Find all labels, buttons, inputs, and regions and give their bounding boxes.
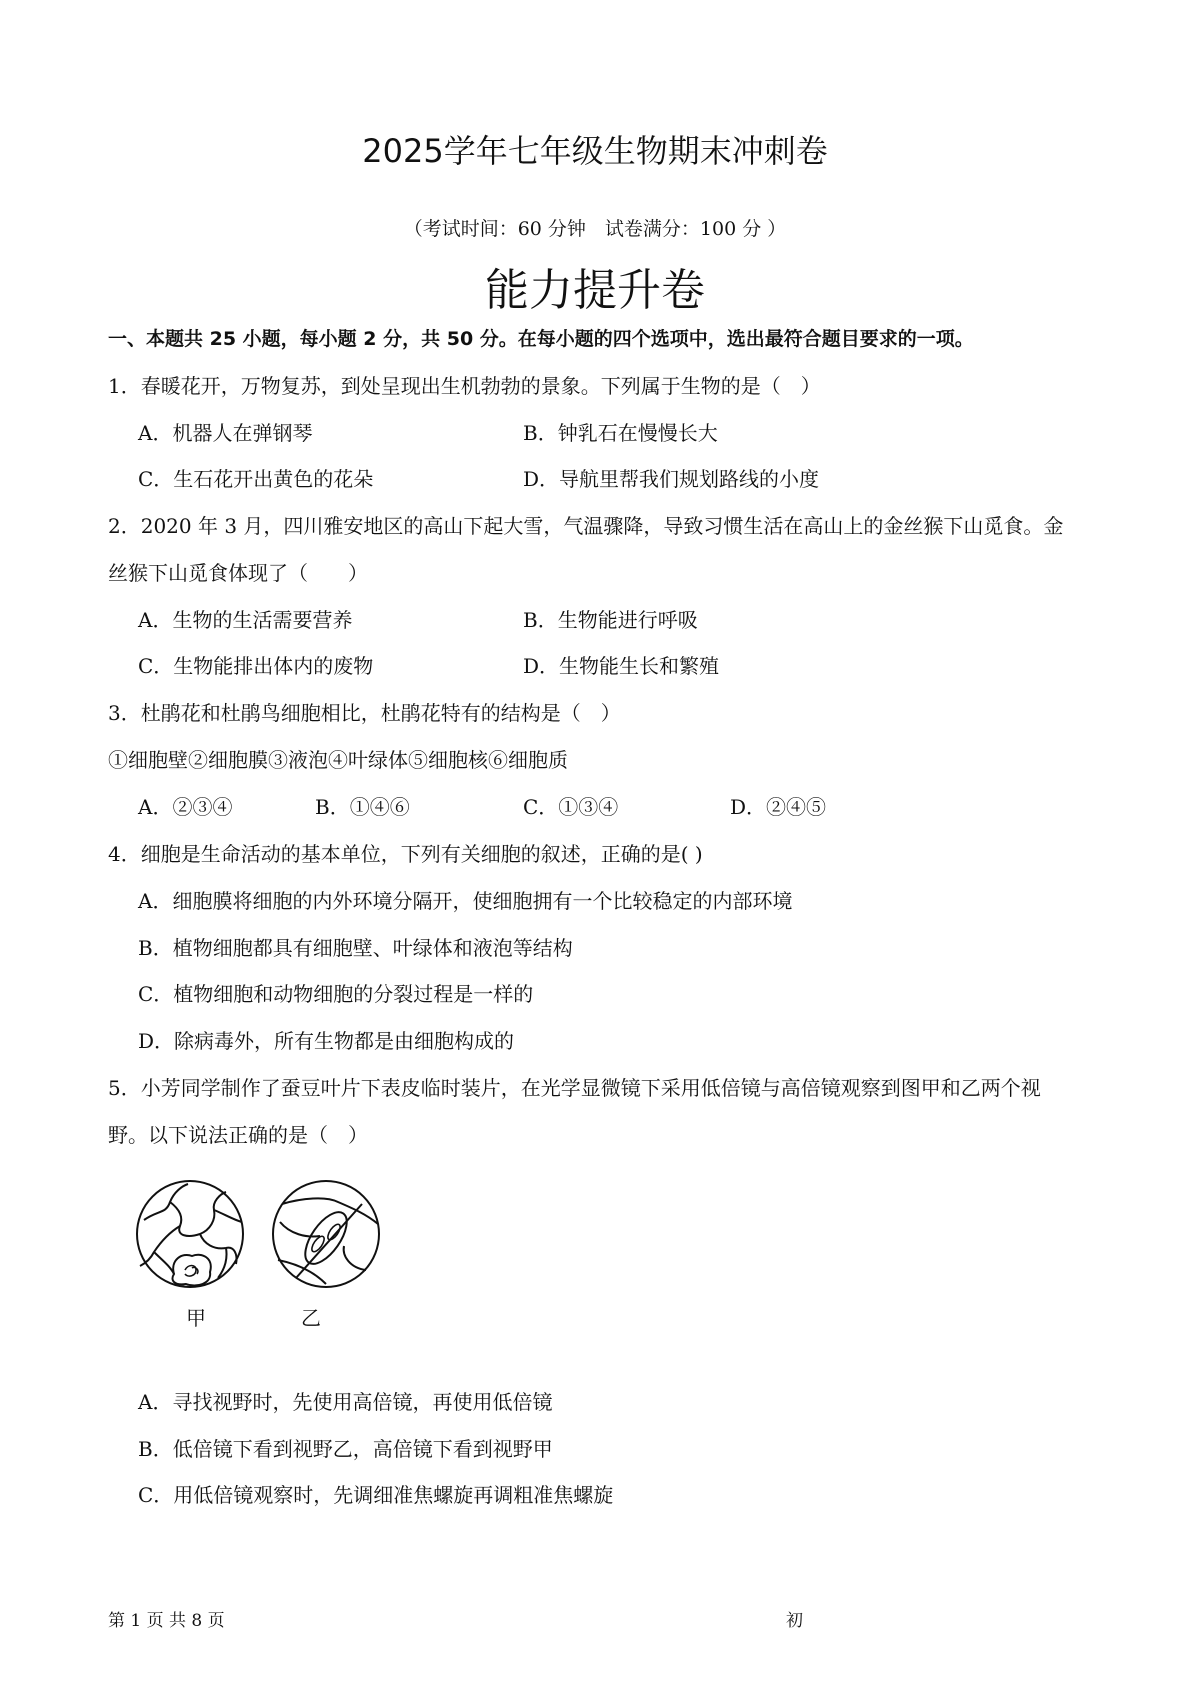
figure-label-yi: 乙 [301, 1306, 321, 1330]
view-jia-diagram [137, 1181, 243, 1287]
question-2-stem-line2: 丝猴下山觅食体现了（ ） [108, 561, 368, 585]
question-2-stem-line1: 2．2020 年 3 月，四川雅安地区的高山下起大雪，气温骤降，导致习惯生活在高山上的金丝猴下山觅食。金 [108, 514, 1064, 538]
question-4-option-a: A．细胞膜将细胞的内外环境分隔开，使细胞拥有一个比较稳定的内部环境 [138, 889, 793, 913]
question-3-stem: 3．杜鹃花和杜鹃鸟细胞相比，杜鹃花特有的结构是（ ） [108, 701, 621, 725]
question-4-stem: 4．细胞是生命活动的基本单位，下列有关细胞的叙述，正确的是( ) [108, 842, 703, 866]
section-instruction: 一、本题共 25 小题，每小题 2 分，共 50 分。在每小题的四个选项中，选出最符合题目要求的一项。 [108, 328, 974, 350]
question-4-option-b: B．植物细胞都具有细胞壁、叶绿体和液泡等结构 [138, 936, 573, 960]
question-1-option-d: D．导航里帮我们规划路线的小度 [523, 467, 820, 491]
question-3-option-b: B．①④⑥ [315, 795, 410, 819]
question-3-structure-list: ①细胞壁②细胞膜③液泡④叶绿体⑤细胞核⑥细胞质 [108, 748, 568, 772]
question-1-option-b: B．钟乳石在慢慢长大 [523, 421, 718, 445]
question-3-option-a: A．②③④ [138, 795, 233, 819]
page-number: 第 1 页 共 8 页 [108, 1611, 225, 1631]
question-5-stem-line2: 野。以下说法正确的是（ ） [108, 1123, 368, 1147]
microscope-view-figure [130, 1180, 400, 1330]
exam-subtitle: 能力提升卷 [485, 265, 705, 316]
question-2-option-b: B．生物能进行呼吸 [523, 608, 698, 632]
question-1-stem: 1．春暖花开，万物复苏，到处呈现出生机勃勃的景象。下列属于生物的是（ ） [108, 374, 821, 398]
figure-label-jia: 甲 [186, 1306, 206, 1330]
question-1-option-c: C．生石花开出黄色的花朵 [138, 467, 374, 491]
exam-meta: （考试时间：60 分钟 试卷满分：100 分 ） [403, 218, 787, 240]
footer-mark: 初 [786, 1611, 803, 1631]
question-3-option-d: D．②④⑤ [730, 795, 827, 819]
question-2-option-c: C．生物能排出体内的废物 [138, 654, 374, 678]
question-4-option-c: C．植物细胞和动物细胞的分裂过程是一样的 [138, 982, 534, 1006]
question-3-option-c: C．①③④ [523, 795, 619, 819]
view-yi-diagram [273, 1181, 379, 1287]
exam-title: 2025学年七年级生物期末冲刺卷 [362, 132, 828, 170]
question-1-option-a: A．机器人在弹钢琴 [138, 421, 313, 445]
question-5-option-a: A．寻找视野时，先使用高倍镜，再使用低倍镜 [138, 1390, 553, 1414]
question-2-option-d: D．生物能生长和繁殖 [523, 654, 720, 678]
question-2-option-a: A．生物的生活需要营养 [138, 608, 353, 632]
question-5-stem-line1: 5．小芳同学制作了蚕豆叶片下表皮临时装片，在光学显微镜下采用低倍镜与高倍镜观察到图甲和乙两个视 [108, 1076, 1041, 1100]
question-5-option-b: B．低倍镜下看到视野乙，高倍镜下看到视野甲 [138, 1437, 553, 1461]
question-4-option-d: D．除病毒外，所有生物都是由细胞构成的 [138, 1029, 515, 1053]
question-5-option-c: C．用低倍镜观察时，先调细准焦螺旋再调粗准焦螺旋 [138, 1483, 614, 1507]
